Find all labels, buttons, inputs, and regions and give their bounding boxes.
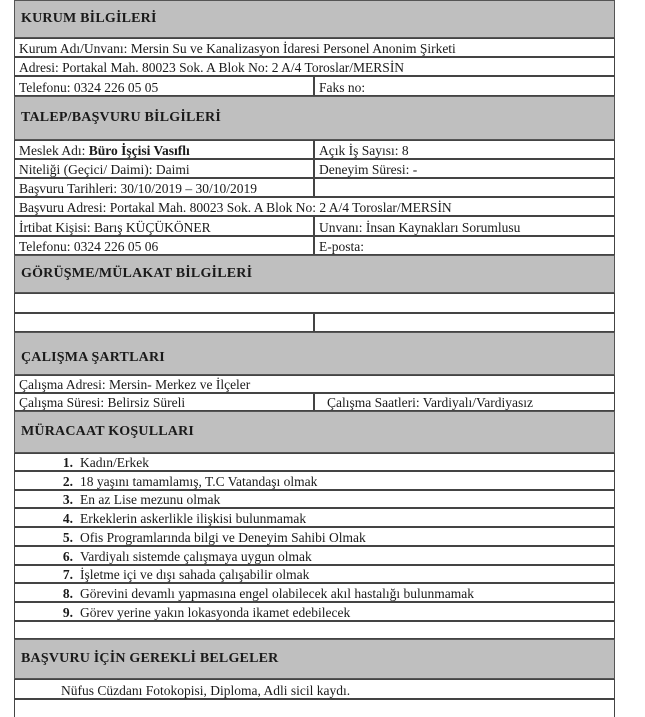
kurum-faks: Faks no: (314, 76, 615, 96)
list-item (14, 602, 615, 621)
list-item (14, 546, 615, 565)
item-number: 8. (62, 585, 73, 601)
section-title: KURUM BİLGİLERİ (21, 11, 157, 26)
list-item (14, 471, 615, 490)
section-header-belgeler (14, 639, 615, 679)
section-title: TALEP/BAŞVURU BİLGİLERİ (21, 110, 221, 125)
item-number: 1. (62, 454, 73, 470)
item-number: 9. (62, 604, 73, 620)
section-title: GÖRÜŞME/MÜLAKAT BİLGİLERİ (21, 266, 253, 281)
item-number: 6. (62, 548, 73, 564)
nitelik-row (14, 159, 615, 178)
meslek-label: Meslek Adı: (19, 142, 89, 158)
basvuru-adresi: Başvuru Adresi: Portakal Mah. 80023 Sok. A Blok No: 2 A/4 Toroslar/MERSİN (14, 197, 615, 216)
kurum-adi: Kurum Adı/Unvanı: Mersin Su ve Kanalizasyon İdaresi Personel Anonim Şirketi (14, 38, 615, 57)
calisma-saatleri: Çalışma Saatleri: Vardiyalı/Vardiyasız (314, 393, 615, 411)
irtibat-kisisi: İrtibat Kişisi: Barış KÜÇÜKÖNER (14, 216, 314, 236)
item-text: Görevini devamlı yapmasına engel olabilecek akıl hastalığı bulunmamak (80, 585, 475, 601)
kosul-cell (14, 471, 615, 490)
gorusme-row-2 (14, 313, 615, 332)
kurum-adi-row (14, 38, 615, 57)
kurum-iletisim-row (14, 76, 615, 96)
kosul-cell (14, 508, 615, 527)
kosul-cell (14, 565, 615, 583)
gorusme-empty-cell (14, 313, 314, 332)
talep-iletisim-row (14, 236, 615, 255)
calisma-sure-row (14, 393, 615, 411)
item-number: 2. (62, 473, 73, 489)
kosul-cell (14, 527, 615, 546)
gorusme-empty-cell (14, 293, 615, 313)
tarih-row (14, 178, 615, 197)
gorusme-row-1 (14, 293, 615, 313)
niteligi: Niteliği (Geçici/ Daimi): Daimi (14, 159, 314, 178)
meslek-row (14, 140, 615, 159)
calisma-suresi: Çalışma Süresi: Belirsiz Süreli (14, 393, 314, 411)
section-header-talep (14, 96, 615, 140)
item-text: İşletme içi ve dışı sahada çalışabilir olmak (80, 566, 310, 582)
belgeler-list: Nüfus Cüzdanı Fotokopisi, Diploma, Adli sicil kaydı. (14, 679, 615, 699)
irtibat-row (14, 216, 615, 236)
belgeler-row (14, 679, 615, 699)
kosul-cell (14, 453, 615, 471)
kosul-cell (14, 602, 615, 621)
section-title: BAŞVURU İÇİN GEREKLİ BELGELER (21, 651, 279, 666)
section-header-calisma (14, 332, 615, 375)
job-posting-form (14, 0, 615, 717)
item-text: 18 yaşını tamamlamış, T.C Vatandaşı olmak (80, 473, 318, 489)
deneyim-suresi: Deneyim Süresi: - (314, 159, 615, 178)
kosul-cell (14, 546, 615, 565)
item-text: Görev yerine yakın lokasyonda ikamet edebilecek (80, 604, 351, 620)
list-item (14, 583, 615, 602)
basvuru-tarihleri: Başvuru Tarihleri: 30/10/2019 – 30/10/2019 (14, 178, 314, 197)
unvani: Unvanı: İnsan Kaynakları Sorumlusu (314, 216, 615, 236)
gorusme-empty-cell (314, 313, 615, 332)
basvuru-adres-row (14, 197, 615, 216)
item-number: 7. (62, 566, 73, 582)
list-item (14, 453, 615, 471)
list-item (14, 527, 615, 546)
empty-cell (14, 699, 615, 717)
kurum-adres-row (14, 57, 615, 76)
item-text: Ofis Programlarında bilgi ve Deneyim Sahibi Olmak (80, 529, 366, 545)
calisma-adres-row (14, 375, 615, 393)
spacer-row (14, 621, 615, 639)
kosul-cell (14, 583, 615, 602)
kurum-adres: Adresi: Portakal Mah. 80023 Sok. A Blok No: 2 A/4 Toroslar/MERSİN (14, 57, 615, 76)
item-text: Kadın/Erkek (80, 454, 149, 470)
eposta: E-posta: (314, 236, 615, 255)
item-text: Erkeklerin askerlikle ilişkisi bulunmamak (80, 510, 307, 526)
list-item (14, 565, 615, 583)
acik-is-sayisi: Açık İş Sayısı: 8 (314, 140, 615, 159)
item-number: 3. (62, 491, 73, 507)
calisma-adresi: Çalışma Adresi: Mersin- Merkez ve İlçeler (14, 375, 615, 393)
item-number: 4. (62, 510, 73, 526)
item-number: 5. (62, 529, 73, 545)
empty-cell (14, 621, 615, 639)
talep-telefon: Telefonu: 0324 226 05 06 (14, 236, 314, 255)
list-item (14, 490, 615, 508)
item-text: Vardiyalı sistemde çalışmaya uygun olmak (80, 548, 312, 564)
meslek-value: Büro İşçisi Vasıflı (88, 142, 190, 158)
kurum-telefon: Telefonu: 0324 226 05 05 (14, 76, 314, 96)
section-title: ÇALIŞMA ŞARTLARI (21, 350, 165, 365)
meslek-adi (14, 140, 314, 159)
section-title: MÜRACAAT KOŞULLARI (21, 424, 195, 439)
tarih-empty-cell (314, 178, 615, 197)
list-item (14, 508, 615, 527)
section-header-muracaat (14, 411, 615, 453)
item-text: En az Lise mezunu olmak (80, 491, 221, 507)
section-header-gorusme (14, 255, 615, 293)
kosul-cell (14, 490, 615, 508)
belgeler-empty-row (14, 699, 615, 717)
section-header-kurum (14, 0, 615, 38)
